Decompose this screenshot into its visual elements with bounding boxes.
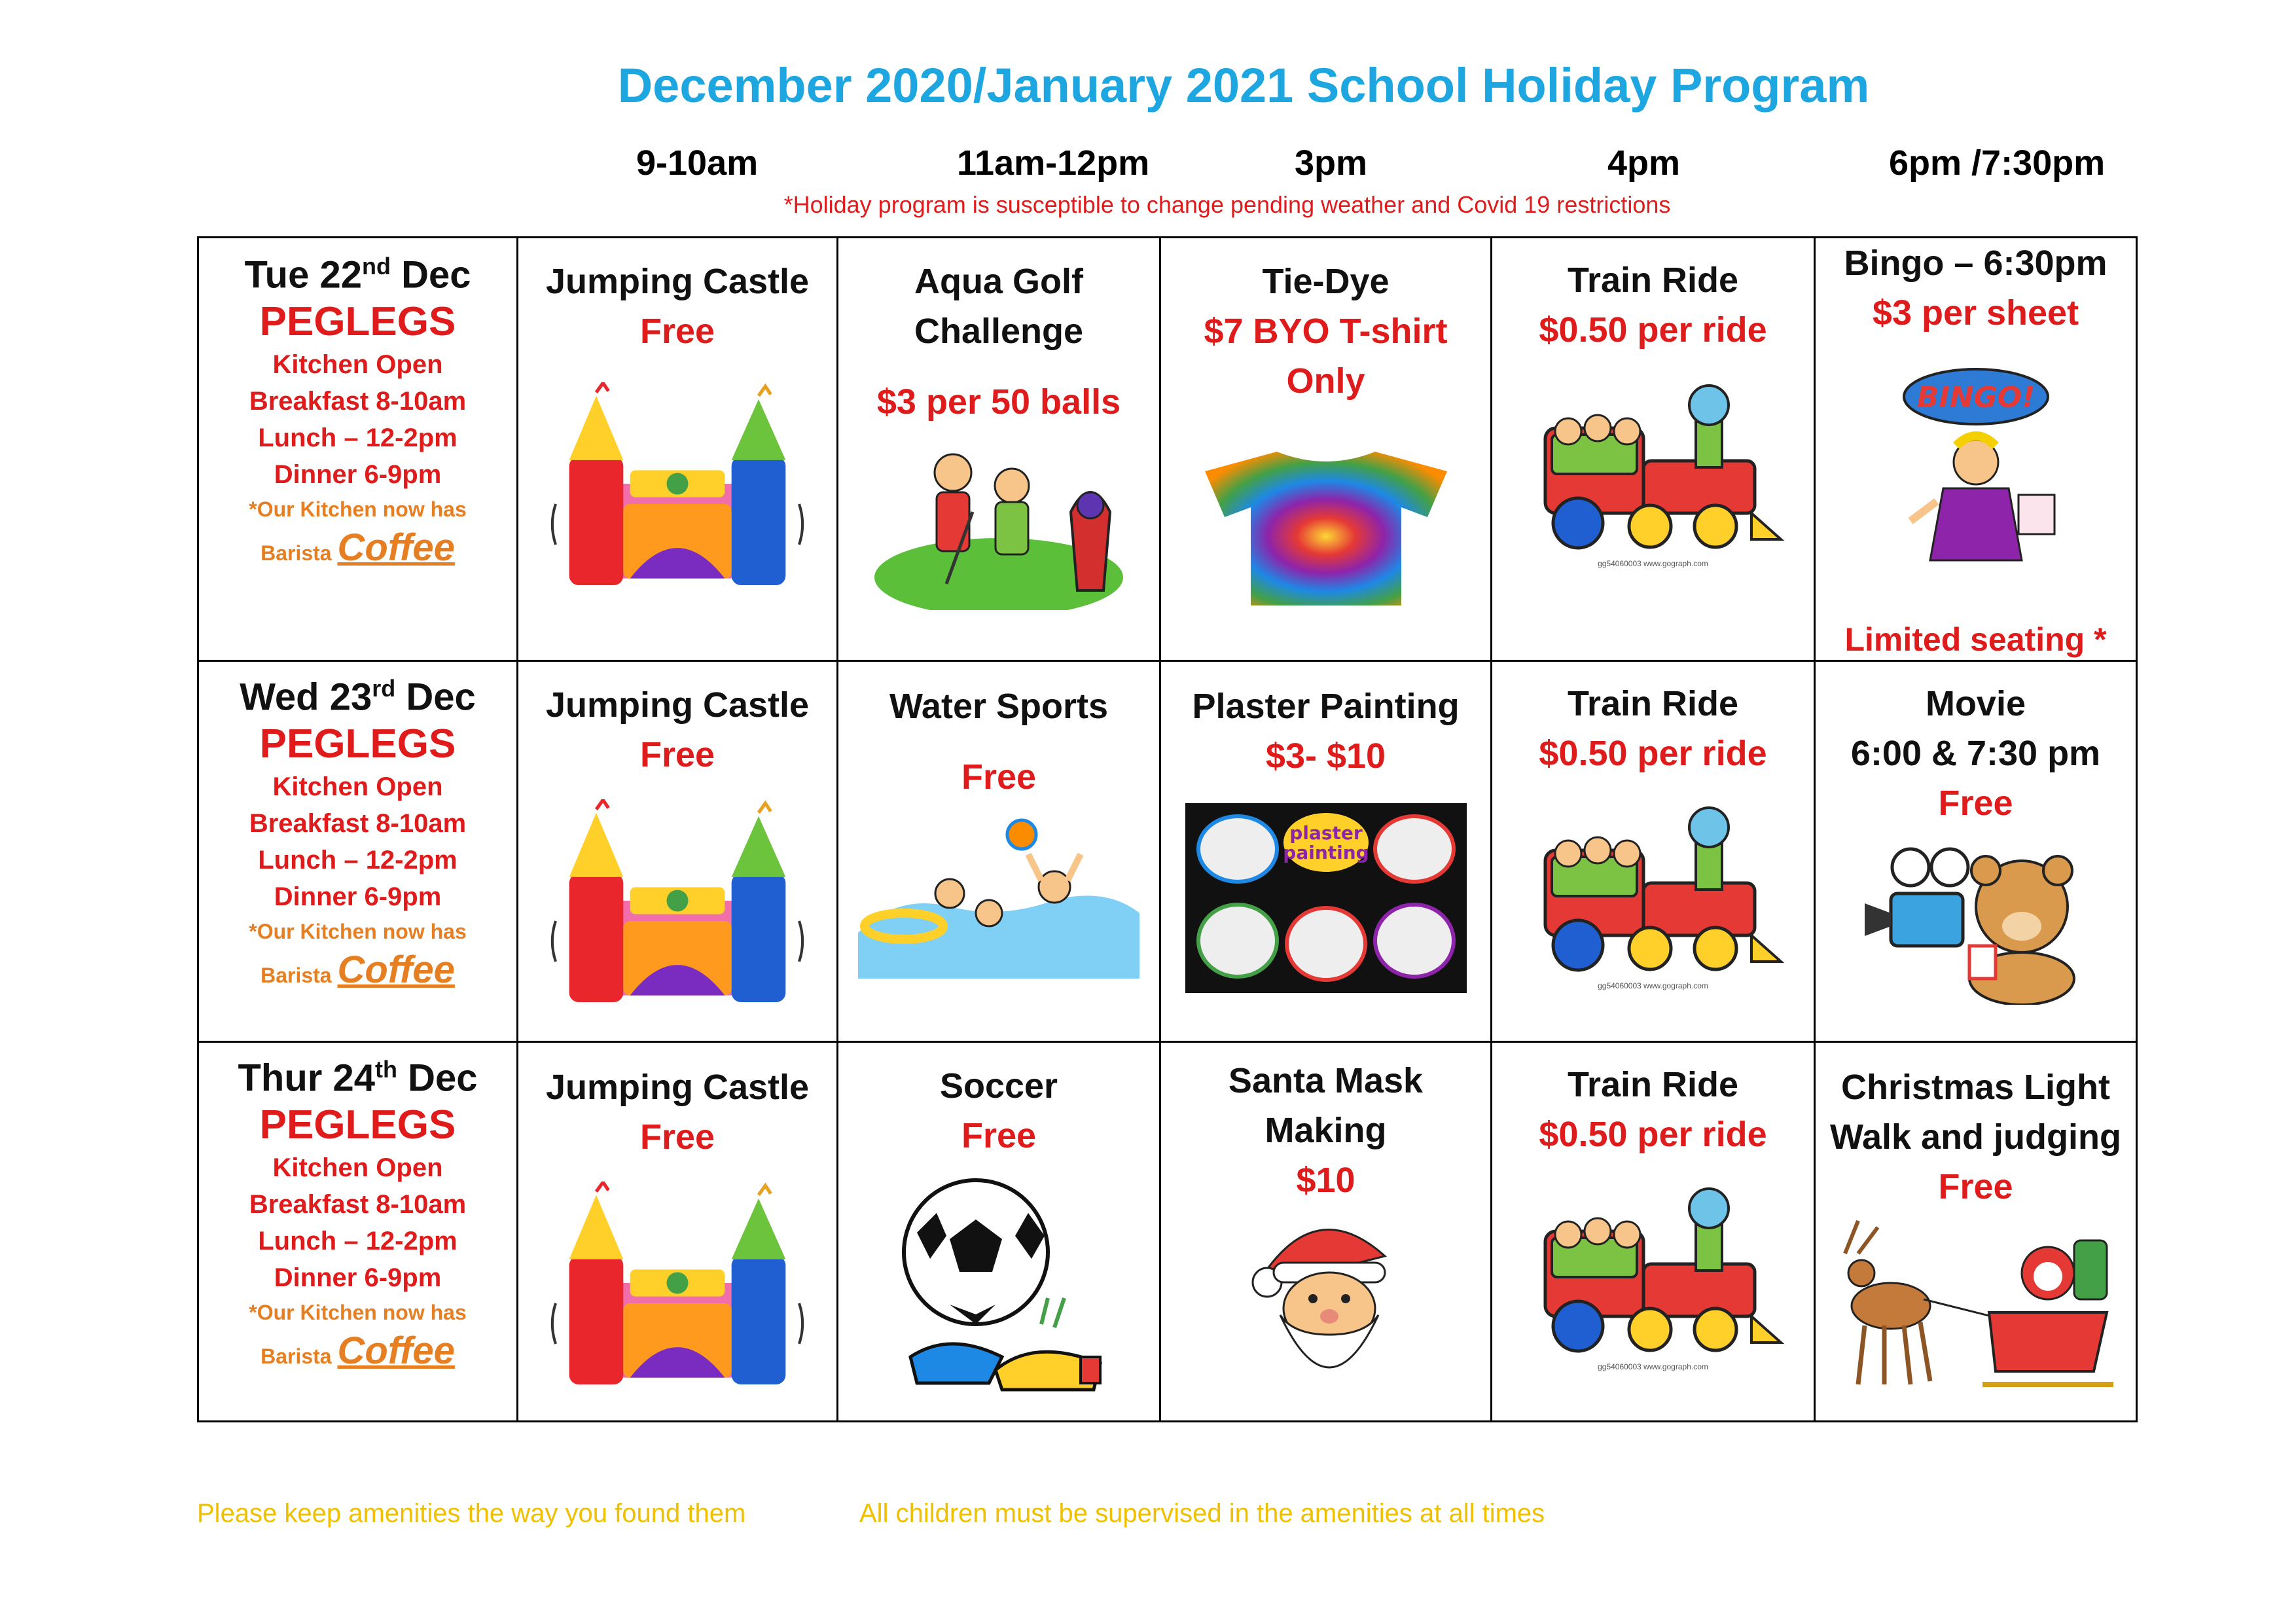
kitchen-note: *Our Kitchen now has bbox=[249, 497, 467, 522]
activity-title: Tie-Dye bbox=[1262, 262, 1390, 301]
activity-cell bbox=[1815, 1042, 2137, 1422]
venue-name: PEGLEGS bbox=[259, 299, 456, 345]
lunch-hours: Lunch – 12-2pm bbox=[258, 846, 457, 875]
bingo-sign-text: BINGO! bbox=[1916, 381, 2035, 414]
activity-cell bbox=[518, 238, 838, 661]
barista-line: Barista Coffee bbox=[260, 1329, 455, 1373]
coffee-link[interactable]: Coffee bbox=[337, 526, 455, 569]
kitchen-open: Kitchen Open bbox=[272, 772, 443, 802]
train-image bbox=[1519, 369, 1787, 559]
activity-price: Free bbox=[961, 757, 1037, 797]
activity-title-line1: Aqua Golf bbox=[914, 262, 1083, 301]
activity-price: Free bbox=[639, 735, 715, 774]
time-header-9-10am: 9-10am bbox=[636, 143, 759, 183]
activity-price: $10 bbox=[1296, 1161, 1355, 1200]
image-credit: gg54060003 www.gograph.com bbox=[1598, 981, 1708, 990]
footer-amenities-note: Please keep amenities the way you found them bbox=[197, 1499, 746, 1528]
time-header-11am-12pm: 11am-12pm bbox=[957, 143, 1150, 183]
activity-title: Train Ride bbox=[1567, 1065, 1739, 1104]
activity-price: Free bbox=[961, 1116, 1037, 1155]
activity-price: Free bbox=[639, 1117, 715, 1157]
activity-title: Jumping Castle bbox=[545, 1068, 810, 1107]
activity-price: Free bbox=[1938, 1167, 2013, 1206]
activity-cell bbox=[1492, 661, 1815, 1042]
kitchen-note: *Our Kitchen now has bbox=[249, 1301, 467, 1325]
activity-cell bbox=[1160, 1042, 1492, 1422]
activity-cell bbox=[1160, 238, 1492, 661]
program-table bbox=[197, 236, 2138, 1422]
activity-price: $3- $10 bbox=[1265, 736, 1386, 776]
activity-title-line2: 6:00 & 7:30 pm bbox=[1850, 734, 2101, 773]
movie-bear-image bbox=[1865, 841, 2087, 1005]
activity-cell bbox=[1160, 661, 1492, 1042]
breakfast-hours: Breakfast 8-10am bbox=[249, 1190, 467, 1219]
dinner-hours: Dinner 6-9pm bbox=[274, 1263, 442, 1293]
day-cell bbox=[198, 238, 518, 661]
barista-line: Barista Coffee bbox=[260, 526, 455, 569]
activity-price-line2: Only bbox=[1286, 361, 1365, 401]
activity-price: $3 per sheet bbox=[1872, 293, 2079, 333]
tie-dye-shirt-image bbox=[1198, 445, 1454, 609]
coffee-link[interactable]: Coffee bbox=[337, 1329, 455, 1373]
activity-title-line2: Challenge bbox=[914, 312, 1084, 351]
activity-cell bbox=[1492, 238, 1815, 661]
day-cell bbox=[198, 661, 518, 1042]
bingo-caller-image bbox=[1878, 364, 2074, 580]
coffee-link[interactable]: Coffee bbox=[337, 948, 455, 992]
activity-title: Plaster Painting bbox=[1192, 687, 1460, 726]
activity-title-line2: Making bbox=[1265, 1111, 1387, 1150]
golf-image bbox=[874, 433, 1123, 610]
activity-title-line1: Movie bbox=[1925, 684, 2026, 723]
activity-title: Train Ride bbox=[1567, 684, 1739, 723]
activity-title-line1: Santa Mask bbox=[1228, 1061, 1424, 1100]
footer-supervision-note: All children must be supervised in the amenities at all times bbox=[859, 1499, 1545, 1528]
activity-price: $0.50 per ride bbox=[1539, 1115, 1767, 1154]
water-sports-image bbox=[858, 815, 1139, 979]
kitchen-open: Kitchen Open bbox=[272, 1153, 443, 1183]
activity-cell bbox=[518, 661, 838, 1042]
plaster-sign-line1: plaster bbox=[1289, 822, 1363, 844]
venue-name: PEGLEGS bbox=[259, 721, 456, 767]
table-row bbox=[198, 1042, 2137, 1422]
kitchen-open: Kitchen Open bbox=[272, 350, 443, 380]
activity-price: Free bbox=[639, 312, 715, 351]
barista-line: Barista Coffee bbox=[260, 948, 455, 992]
train-image bbox=[1519, 791, 1787, 981]
train-image bbox=[1519, 1172, 1787, 1362]
plaster-painting-image bbox=[1185, 803, 1467, 993]
program-notice: *Holiday program is susceptible to change pending weather and Covid 19 restrictions bbox=[783, 191, 1671, 218]
image-credit: gg54060003 www.gograph.com bbox=[1598, 1362, 1708, 1371]
activity-price: $3 per 50 balls bbox=[876, 382, 1121, 422]
day-cell bbox=[198, 1042, 518, 1422]
kitchen-note: *Our Kitchen now has bbox=[249, 920, 467, 944]
page-title: December 2020/January 2021 School Holiday Program bbox=[617, 58, 1870, 113]
activity-cell bbox=[1492, 1042, 1815, 1422]
jumping-castle-image bbox=[547, 382, 808, 585]
santa-sleigh-image bbox=[1832, 1214, 2120, 1411]
time-header-6pm-7-30pm: 6pm /7:30pm bbox=[1889, 143, 2106, 183]
activity-title: Train Ride bbox=[1567, 261, 1739, 300]
santa-face-image bbox=[1247, 1210, 1405, 1387]
breakfast-hours: Breakfast 8-10am bbox=[249, 809, 467, 839]
activity-cell bbox=[838, 1042, 1160, 1422]
activity-cell bbox=[518, 1042, 838, 1422]
activity-cell bbox=[1815, 238, 2137, 661]
activity-title: Bingo – 6:30pm bbox=[1844, 244, 2108, 283]
day-label: Thur 24th Dec bbox=[238, 1056, 478, 1100]
limited-seating-note: Limited seating * bbox=[1844, 621, 2107, 658]
plaster-sign-line2: painting bbox=[1282, 842, 1369, 863]
activity-title: Jumping Castle bbox=[545, 262, 810, 301]
venue-name: PEGLEGS bbox=[259, 1102, 456, 1148]
activity-cell bbox=[838, 661, 1160, 1042]
activity-title-line1: Christmas Light bbox=[1840, 1068, 2111, 1107]
time-header-3pm: 3pm bbox=[1295, 143, 1368, 183]
lunch-hours: Lunch – 12-2pm bbox=[258, 424, 457, 453]
activity-cell bbox=[1815, 661, 2137, 1042]
table-row bbox=[198, 238, 2137, 661]
activity-title: Jumping Castle bbox=[545, 685, 810, 725]
jumping-castle-image bbox=[547, 799, 808, 1002]
jumping-castle-image bbox=[547, 1182, 808, 1384]
activity-price: Free bbox=[1938, 784, 2013, 823]
lunch-hours: Lunch – 12-2pm bbox=[258, 1227, 457, 1256]
activity-title-line2: Walk and judging bbox=[1830, 1117, 2121, 1157]
day-label: Wed 23rd Dec bbox=[240, 675, 476, 719]
activity-title: Soccer bbox=[939, 1066, 1058, 1106]
activity-cell bbox=[838, 238, 1160, 661]
image-credit: gg54060003 www.gograph.com bbox=[1598, 559, 1708, 568]
breakfast-hours: Breakfast 8-10am bbox=[249, 387, 467, 416]
activity-title: Water Sports bbox=[889, 687, 1109, 726]
time-header-4pm: 4pm bbox=[1607, 143, 1681, 183]
soccer-ball-image bbox=[891, 1174, 1107, 1403]
dinner-hours: Dinner 6-9pm bbox=[274, 460, 442, 490]
activity-price: $0.50 per ride bbox=[1539, 310, 1767, 350]
activity-price: $0.50 per ride bbox=[1539, 734, 1767, 773]
dinner-hours: Dinner 6-9pm bbox=[274, 882, 442, 912]
activity-price-line1: $7 BYO T-shirt bbox=[1204, 312, 1448, 351]
table-row bbox=[198, 661, 2137, 1042]
day-label: Tue 22nd Dec bbox=[244, 253, 471, 297]
